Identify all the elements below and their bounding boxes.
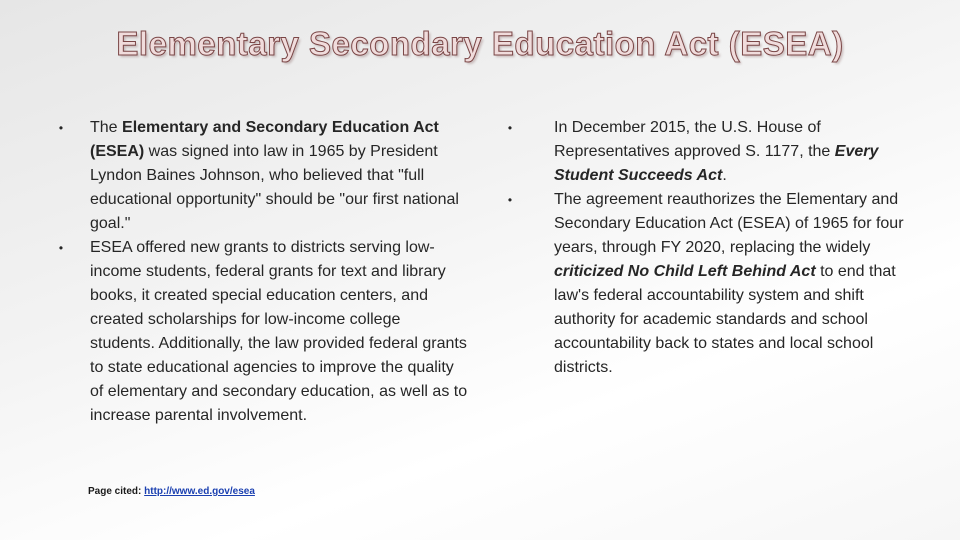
- bullet-text-end: was signed into law in 1965 by President Lyndon Baines Johnson, who believed that "full educational opportunity" should be "our first national goal.": [90, 143, 459, 232]
- bullet-text-bold: Elementary and Secondary Education Act (ESEA): [90, 119, 439, 160]
- bullet-text-emphasis: criticized No Child Left Behind Act: [554, 263, 816, 280]
- slide-title: Elementary Secondary Education Act (ESEA): [116, 25, 844, 62]
- citation-label: Page cited:: [88, 486, 145, 497]
- bullet-item: [500, 116, 910, 188]
- bullet-text-emphasis: Every Student Succeeds Act: [554, 143, 879, 184]
- bullet-text: ESEA offered new grants to districts serving low-income students, federal grants for text and library books, it created special education centers, and created scholarships for low-income college students. Additionally, the law provided federal grants to state educational agencies to improve the quality of elementary and secondary education, as well as to increase parental involvement.: [90, 239, 468, 424]
- bullet-text-end: to end that law's federal accountability system and shift authority for academic standards and school accountability back to states and local school districts.: [554, 263, 896, 376]
- bullet-text-start: The agreement reauthorizes the Elementary and Secondary Education Act (ESEA) of 1965 for four years, through FY 2020, replacing the widely: [554, 191, 904, 256]
- bullet-icon: •: [507, 193, 513, 207]
- bullet-item: [54, 236, 469, 428]
- bullet-text-start: In December 2015, the U.S. House of Representatives approved S. 1177, the: [554, 119, 835, 160]
- citation: [88, 485, 255, 499]
- bullet-item: [54, 116, 469, 236]
- citation-link[interactable]: http://www.ed.gov/esea: [144, 486, 255, 497]
- left-column: [54, 116, 469, 428]
- bullet-icon: •: [58, 241, 64, 255]
- bullet-icon: •: [58, 121, 64, 135]
- bullet-icon: •: [507, 121, 513, 135]
- bullet-text-start: The: [90, 119, 123, 136]
- right-column: [500, 116, 910, 380]
- bullet-item: [500, 188, 910, 380]
- bullet-text-end: .: [722, 167, 727, 184]
